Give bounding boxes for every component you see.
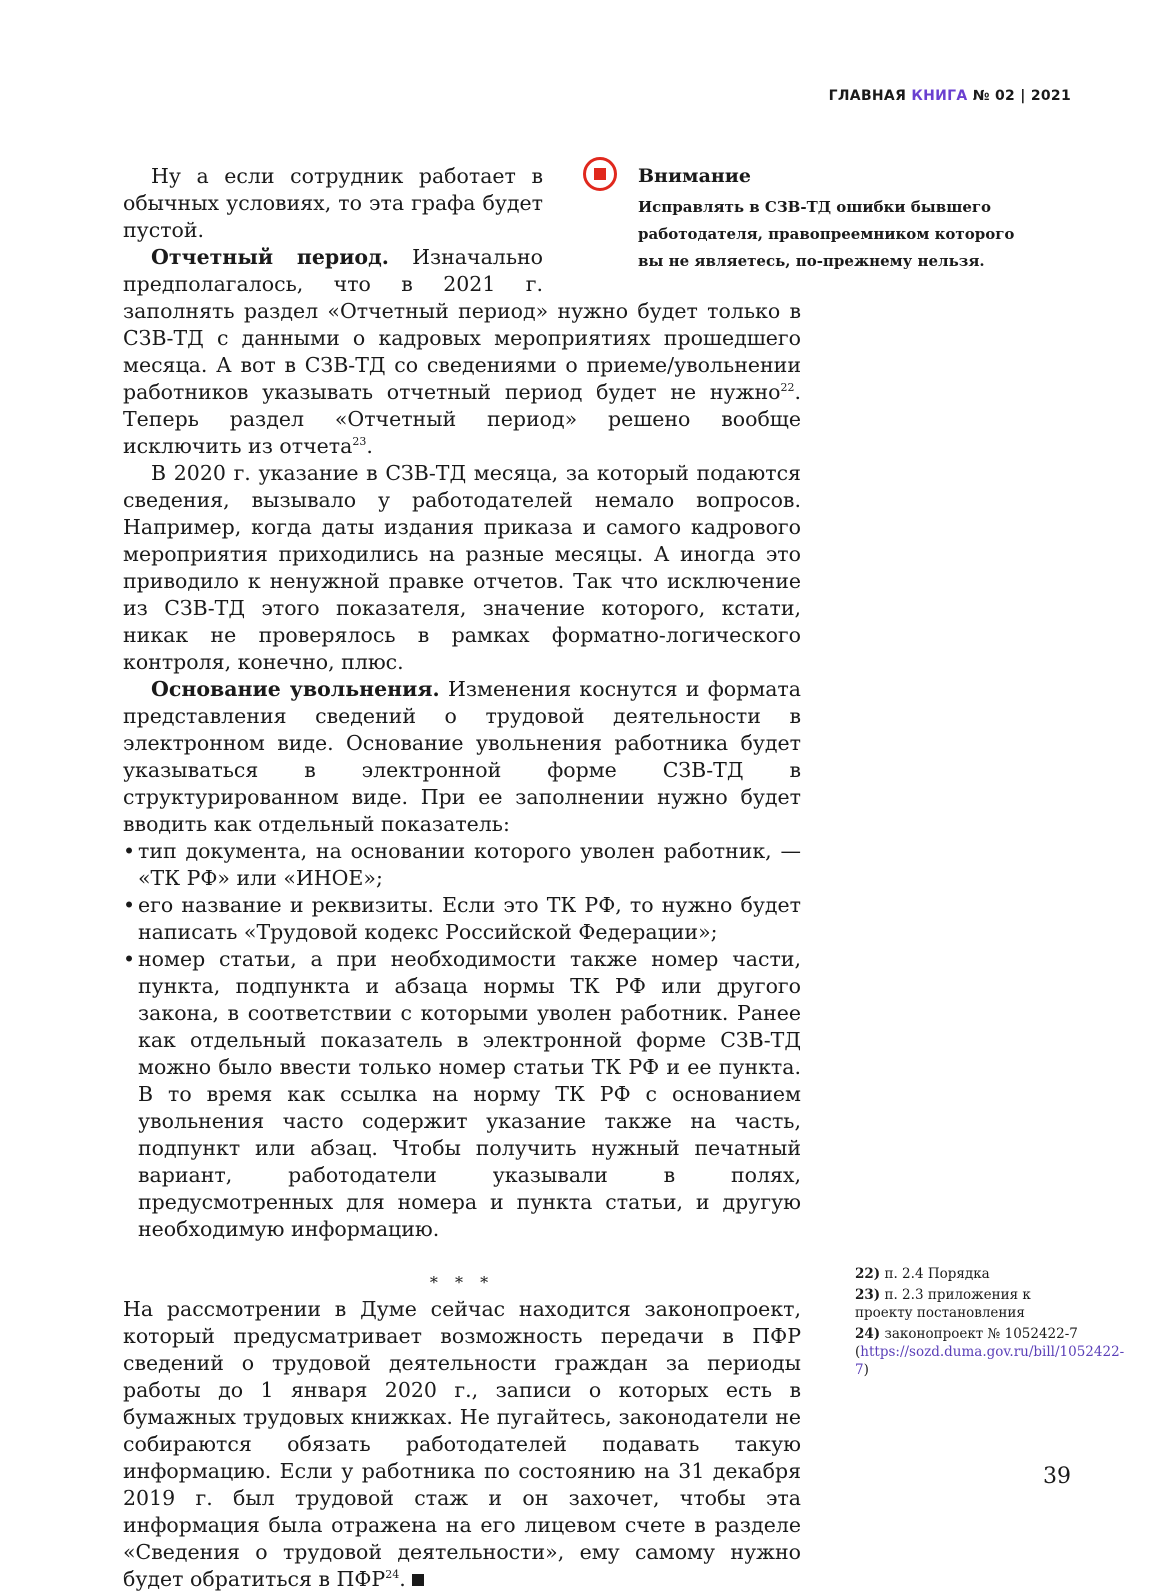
list-item: • его название и реквизиты. Если это ТК РФ, то нужно будет написать «Трудовой кодекс Российской Федерации»; <box>123 892 801 946</box>
paragraph: В 2020 г. указание в СЗВ-ТД месяца, за который подаются сведения, вызывало у работодателей немало вопросов. Например, когда даты издания приказа и самого кадрового мероприятия приходились на разные месяцы. А иногда это приводило к ненужной правке отчетов. Так что исключение из СЗВ-ТД этого показателя, значение которого, кстати, никак не проверялось в рамках форматно-логического контроля, конечно, плюс. <box>123 461 801 674</box>
footnote: 23) п. 2.3 приложения к проекту постановления <box>855 1287 1031 1321</box>
footnote: 22) п. 2.4 Порядка <box>855 1266 990 1282</box>
paragraph-reporting-period: Отчетный период. Изначально предполагалось, что в 2021 г. заполнять раздел «Отчетный период» нужно будет только в СЗВ-ТД с данными о кадровых мероприятиях прошедшего месяца. А вот в СЗВ-ТД со сведениями о приеме/увольнении работников указывать отчетный период будет не нужно$^{22}$. Теперь раздел «Отчетный период» решено вообще исключить из отчета$^{23}$. <box>123 245 801 458</box>
issue-number: № 02 | 2021 <box>972 88 1071 104</box>
article-body <box>123 163 801 1593</box>
footnote-ref: 24 <box>385 1568 400 1582</box>
callout-spacer <box>543 163 801 293</box>
attention-text: Исправлять в СЗВ-ТД ошибки бывшего работодателя, правопреемником которого вы не являетесь, по-прежнему нельзя. <box>638 198 1015 270</box>
footnote-ref: 22 <box>780 381 795 395</box>
footnotes <box>855 1265 1125 1382</box>
journal-header <box>829 88 1071 104</box>
list-item: • номер статьи, а при необходимости также номер части, пункта, подпункта и абзаца нормы ТК РФ или другого закона, в соответствии с которыми уволен работник. Ранее как отдельный показатель в электронной форме СЗВ-ТД можно было ввести только номер статьи ТК РФ и ее пункта. В то время как ссылка на норму ТК РФ с основанием увольнения часто содержит указание также на часть, подпункт или абзац. Чтобы получить нужный печатный вариант, работодатели указывали в полях, предусмотренных для номера и пункта статьи, и другую необходимую информацию. <box>123 946 801 1243</box>
brand-main: ГЛАВНАЯ <box>828 88 907 104</box>
footnote-ref: 23 <box>352 435 367 449</box>
section-heading: Основание увольнения. <box>151 677 440 701</box>
footnote-link[interactable]: https://sozd.duma.gov.ru/bill/1052422-7 <box>855 1344 1125 1378</box>
list-item: • тип документа, на основании которого уволен работник, — «ТК РФ» или «ИНОЕ»; <box>123 838 801 892</box>
paragraph-final: На рассмотрении в Думе сейчас находится законопроект, который предусматривает возможность передачи в ПФР сведений о трудовой деятельности граждан за периоды работы до 1 января 2020 г., записи о которых есть в бумажных трудовых книжках. Не пугайтесь, законодатели не собираются обязать работодателей подавать такую информацию. Если у работника по состоянию на 31 декабря 2019 г. был трудовой стаж и он захочет, чтобы эта информация была отражена на его лицевом счете в разделе «Сведения о трудовой деятельности», ему самому нужно будет обратиться в ПФР$^{24}$. <box>123 1297 801 1591</box>
end-mark-icon <box>412 1574 424 1586</box>
page-number: 39 <box>1043 1464 1071 1489</box>
section-heading: Отчетный период. <box>151 245 389 269</box>
section-separator: * * * <box>429 1273 495 1292</box>
attention-title: Внимание <box>638 165 751 187</box>
bullet-list <box>123 838 801 1243</box>
paragraph: Ну а если сотрудник работает в обычных условиях, то эта графа будет пустой. <box>123 164 543 242</box>
footnote: 24) законопроект № 1052422-7 (https://sozd.duma.gov.ru/bill/1052422-7) <box>855 1326 1125 1378</box>
brand-accent: КНИГА <box>911 88 968 104</box>
paragraph-dismissal-basis: Основание увольнения. Изменения коснутся и формата представления сведений о трудовой деятельности в электронном виде. Основание увольнения работника будет указываться в электронной форме СЗВ-ТД в структурированном виде. При ее заполнении нужно будет вводить как отдельный показатель: <box>123 677 801 836</box>
